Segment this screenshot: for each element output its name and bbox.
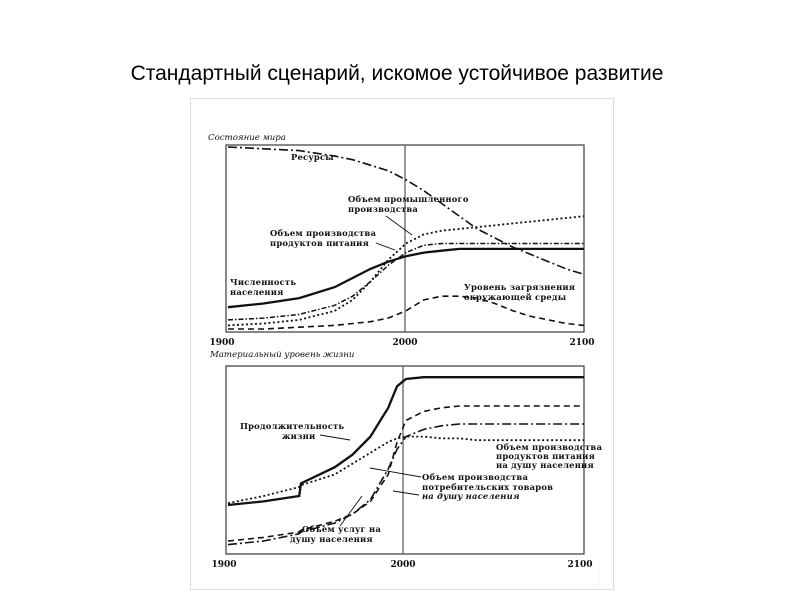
scan-edge-mark: · · · · · · [597, 565, 604, 586]
top-x-tick-2000: 2000 [392, 338, 418, 348]
bottom-label-food-per-capita: Объем производства продуктов питания на душу населения [496, 442, 603, 470]
bottom-panel-title: Материальный уровень жизни [210, 350, 355, 360]
top-x-tick-1900: 1900 [209, 338, 235, 348]
top-label-industrial-output: Объем промышленного производства [348, 194, 469, 214]
scanned-figure [190, 98, 614, 590]
top-label-pollution: Уровень загрязнения окружающей среды [464, 282, 576, 302]
top-label-food-output: Объем производства продуктов питания [270, 228, 377, 248]
bottom-x-tick-1900: 1900 [211, 560, 237, 570]
slide-title: Стандартный сценарий, искомое устойчивое развитие [130, 62, 664, 85]
top-x-tick-2100: 2100 [569, 338, 595, 348]
bottom-label-consumer-goods: Объем производства потребительских товаров на душу населения [422, 472, 554, 501]
top-label-resources: Ресурсы [291, 152, 334, 162]
top-panel-title: Состояние мира [208, 133, 286, 143]
bottom-label-life-expectancy: Продолжительность жизни [240, 421, 345, 441]
bottom-x-tick-2000: 2000 [390, 560, 416, 570]
bottom-label-services-per-capita: Объем услуг на душу населения [290, 524, 381, 544]
bottom-x-tick-2100: 2100 [567, 560, 593, 570]
top-label-population: Численность населения [230, 277, 297, 297]
